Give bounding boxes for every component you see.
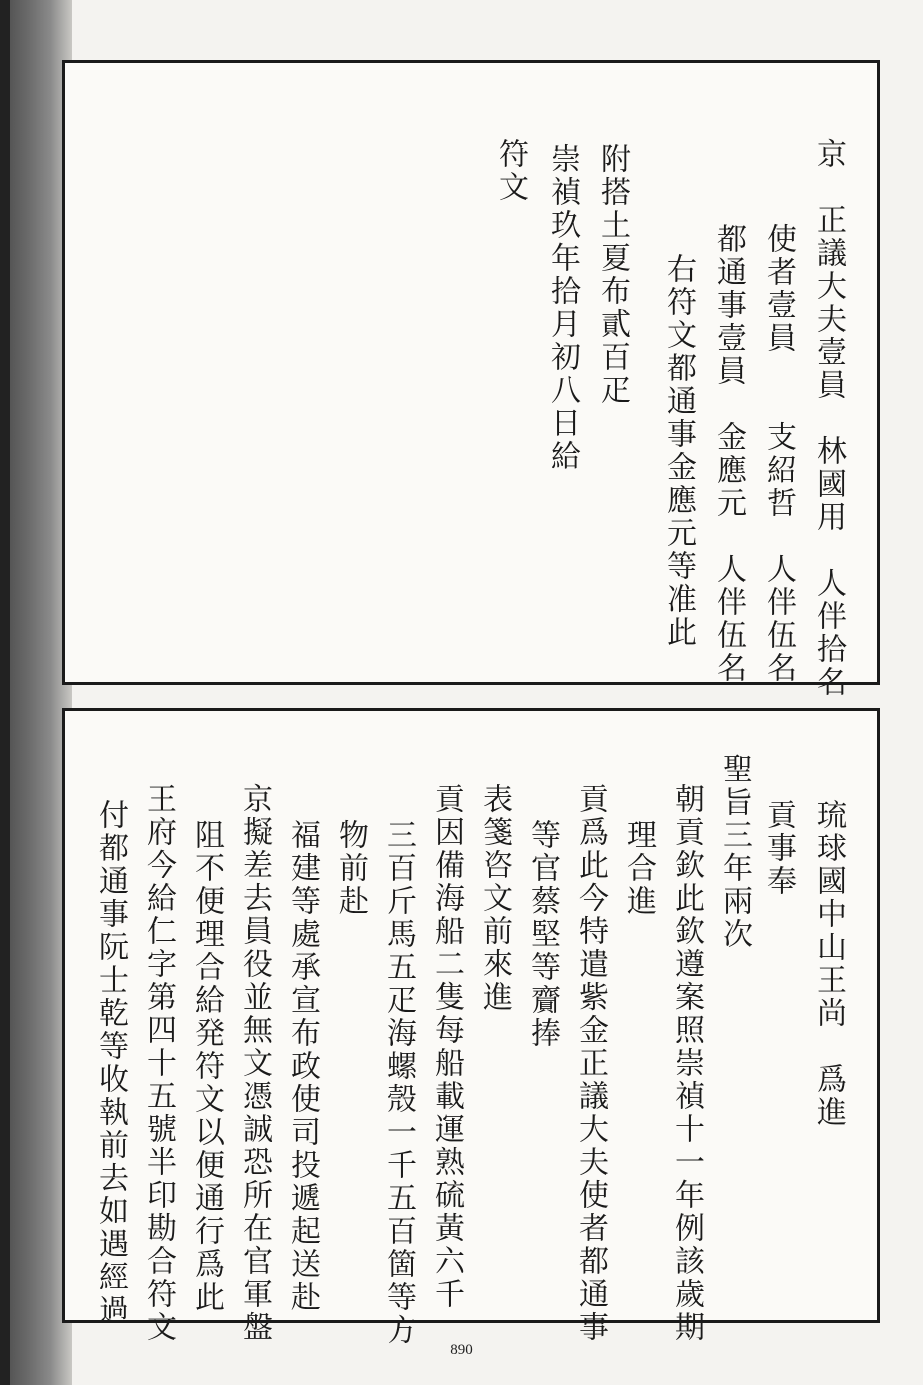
- text-column: 都通事壹員 金應元 人伴伍名: [711, 223, 746, 685]
- text-column: 右符文都通事金應元等准此: [661, 253, 696, 649]
- text-column: 理合進: [621, 819, 656, 918]
- text-column: 京擬差去員役並無文憑誠恐所在官軍盤: [237, 783, 272, 1344]
- text-column: 貢因備海船二隻每船載運熟硫黃六千: [429, 783, 464, 1311]
- book-binding-edge: [0, 0, 10, 1385]
- text-column: 阻不便理合給発符文以便通行爲此: [189, 819, 224, 1314]
- text-column: 物前赴: [333, 819, 368, 918]
- text-column: 表箋咨文前來進: [477, 783, 512, 1014]
- document-frame-lower: [62, 708, 880, 1347]
- text-column: 琉球國中山王尚 爲進: [811, 799, 846, 1129]
- text-column: 京 正議大夫壹員 林國用 人伴拾名: [811, 138, 846, 699]
- text-column: 朝貢欽此欽遵案照崇禎十一年例該歲期: [669, 783, 704, 1344]
- text-column: 三百斤馬五疋海螺殼一千五百箇等方: [381, 819, 416, 1347]
- text-column: 使者壹員 支紹哲 人伴伍名: [761, 223, 796, 685]
- text-column: 等官蔡堅等齎捧: [525, 819, 560, 1050]
- page-number: 890: [450, 1342, 473, 1358]
- text-column: 崇禎玖年拾月初八日給: [545, 143, 580, 473]
- text-column: 符文: [493, 138, 528, 204]
- text-column: 附搭土夏布貳百疋: [595, 143, 630, 407]
- text-column: 聖旨三年兩次: [717, 753, 752, 951]
- text-column: 付都通事阮士乾等收執前去如遇經過: [93, 799, 128, 1327]
- text-column: 貢爲此今特遣紫金正議大夫使者都通事: [573, 783, 608, 1344]
- text-column: 福建等處承宣布政使司投遞起送赴: [285, 819, 320, 1314]
- text-column: 貢事奉: [761, 799, 796, 898]
- document-frame-upper: [62, 60, 880, 699]
- text-column: 王府今給仁字第四十五號半印勘合符文: [141, 783, 176, 1344]
